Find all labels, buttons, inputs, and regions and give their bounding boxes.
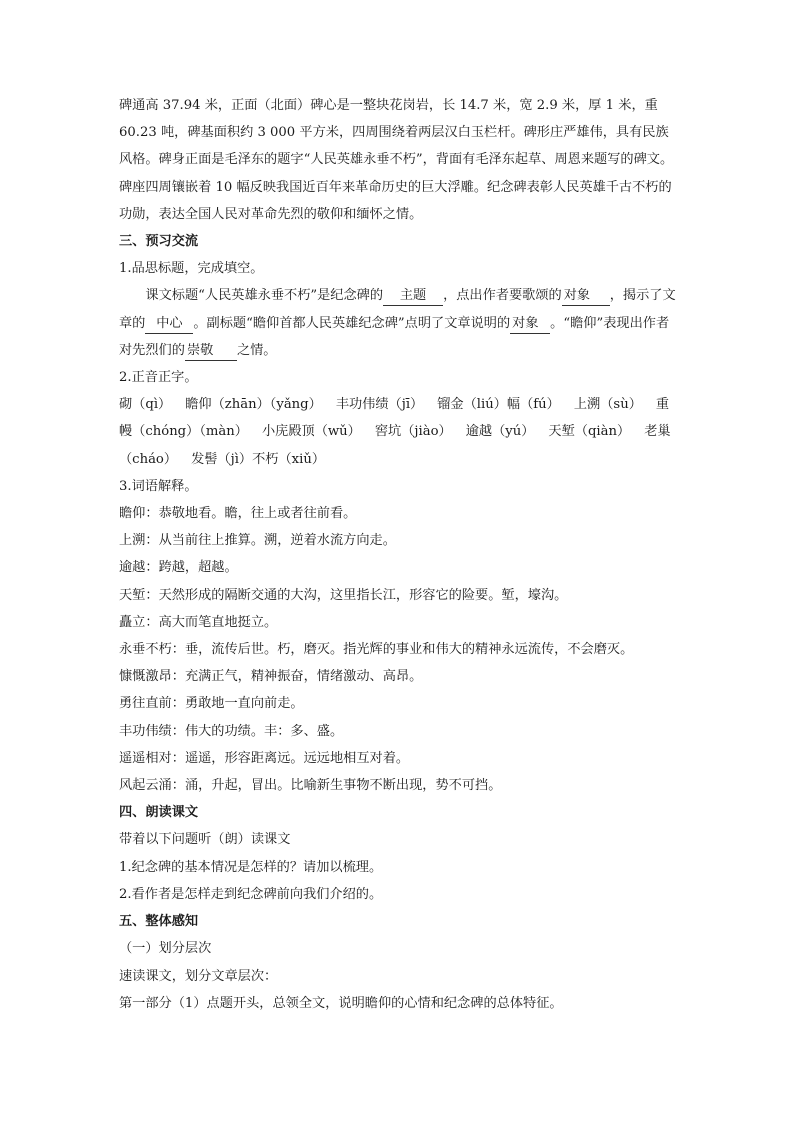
- document-page: [119, 92, 679, 1017]
- section5-lead: 速读课文，划分文章层次：: [119, 968, 278, 984]
- section5-part1: 第一部分（1）点题开头，总领全文，说明瞻仰的心情和纪念碑的总体特征。: [119, 995, 563, 1011]
- pinyin-item: 窖坑（jiào）: [374, 424, 452, 440]
- fill-text-4: 。副标题“瞻仰首都人民英雄纪念碑”点明了文章说明的: [193, 315, 511, 331]
- blank-answer-3: 中心: [145, 315, 193, 334]
- question3-title: 3.词语解释。: [119, 478, 198, 494]
- section5-subheading: （一）划分层次: [119, 941, 212, 957]
- vocab-item: 上溯：从当前往上推算。溯，逆着水流方向走。: [119, 533, 396, 549]
- vocab-item: 逾越：跨越，超越。: [119, 560, 238, 576]
- section4-lead: 带着以下问题听（朗）读课文: [119, 832, 291, 848]
- blank-answer-2: 对象: [562, 287, 610, 306]
- vocab-term: 永垂不朽: [119, 642, 172, 658]
- question2-title: 2.正音正字。: [119, 370, 198, 386]
- vocab-term: 风起云涌: [119, 778, 172, 794]
- vocab-item: 永垂不朽：垂，流传后世。朽，磨灭。指光辉的事业和伟大的精神永远流传，不会磨灭。: [119, 642, 634, 658]
- vocab-term: 瞻仰: [119, 506, 146, 522]
- vocab-item: 遥遥相对：遥遥，形容距离远。远远地相互对着。: [119, 750, 410, 766]
- vocab-definition: 勇敢地一直向前走。: [184, 696, 304, 712]
- pinyin-item: 不朽（xiǔ）: [252, 451, 326, 467]
- fill-text-3: ，揭示了文章的: [119, 288, 676, 331]
- vocab-term: 遥遥相对: [119, 750, 172, 766]
- vocab-item: 丰功伟绩：伟大的功绩。丰：多、盛。: [119, 723, 344, 739]
- vocab-item: 风起云涌：涌，升起，冒出。比喻新生事物不断出现，势不可挡。: [119, 778, 502, 794]
- section5-heading: 五、整体感知: [119, 914, 199, 930]
- pinyin-item: 小庑殿顶（wǔ）: [261, 424, 361, 440]
- vocab-term: 丰功伟绩: [119, 723, 172, 739]
- fill-text-6: 之情。: [236, 342, 277, 358]
- blank-answer-4: 对象: [510, 315, 550, 334]
- vocab-definition: 涌，升起，冒出。比喻新生事物不断出现，势不可挡。: [184, 778, 502, 794]
- fill-text-2: ，点出作者要歌颂的: [443, 288, 562, 304]
- section4-question1: 1.纪念碑的基本情况是怎样的？请加以梳理。: [119, 859, 383, 875]
- vocab-definition: 充满正气，精神振奋，情绪激动、高昂。: [184, 669, 423, 685]
- fill-in-paragraph: [119, 282, 679, 364]
- vocab-definition: 高大而笔直地挺立。: [158, 614, 278, 630]
- section4-heading: 四、朗读课文: [119, 805, 199, 821]
- pinyin-item: 天堑（qiàn）: [548, 424, 631, 440]
- pinyin-item: 镏金（liú）幅（fú）: [437, 397, 560, 413]
- pinyin-item: 瞻仰（zhān）（yǎng）: [185, 397, 322, 413]
- blank-answer-1: 主题: [383, 287, 443, 306]
- pinyin-item: 重幔（chóng）（màn）: [119, 397, 670, 440]
- vocab-item: 勇往直前：勇敢地一直向前走。: [119, 696, 304, 712]
- fill-text-5: 。“瞻仰”表现出作者对先烈们的: [119, 315, 670, 358]
- vocab-term: 勇往直前: [119, 696, 172, 712]
- vocab-definition: 垂，流传后世。朽，磨灭。指光辉的事业和伟大的精神永远流传，不会磨灭。: [184, 642, 634, 658]
- pinyin-item: 砌（qì）: [119, 397, 172, 413]
- section4-question2: 2.看作者是怎样走到纪念碑前向我们介绍的。: [119, 886, 383, 902]
- pinyin-list: [119, 391, 679, 473]
- vocab-definition: 从当前往上推算。溯，逆着水流方向走。: [158, 533, 396, 549]
- fill-text-1: 课文标题“人民英雄永垂不朽”是纪念碑的: [145, 288, 384, 304]
- vocab-term: 慷慨激昂: [119, 669, 172, 685]
- pinyin-item: 上溯（sù）: [573, 397, 642, 413]
- pinyin-item: 丰功伟绩（jī）: [335, 397, 424, 413]
- vocab-item: 天堑：天然形成的隔断交通的大沟，这里指长江，形容它的险要。堑，壕沟。: [119, 587, 568, 603]
- vocab-definition: 伟大的功绩。丰：多、盛。: [184, 723, 344, 739]
- pinyin-item: 老巢（cháo）: [119, 424, 671, 467]
- vocab-definition: 天然形成的隔断交通的大沟，这里指长江，形容它的险要。堑，壕沟。: [158, 587, 568, 603]
- intro-paragraph: 碑通高 37.94 米，正面（北面）碑心是一整块花岗岩，长 14.7 米，宽 2.9 米，厚 1 米，重 60.23 吨，碑基面积约 3 000 平方米，四周围绕着两层汉白玉栏杆。碑形庄严雄伟，具有民族风格。碑身正面是毛泽东的题字“人民英雄永垂不朽”，背面有毛泽东起草、周恩来题写的碑文。碑座四周镶嵌着 10 幅反映我国近百年来革命历史的巨大浮雕。纪念碑表彰人民英雄千古不朽的功勋，表达全国人民对革命先烈的敬仰和缅怀之情。: [119, 98, 674, 222]
- vocab-item: 矗立：高大而笔直地挺立。: [119, 614, 278, 630]
- vocab-item: 慷慨激昂：充满正气，精神振奋，情绪激动、高昂。: [119, 669, 423, 685]
- vocab-term: 逾越: [119, 560, 146, 576]
- vocab-item: 瞻仰：恭敬地看。瞻，往上或者往前看。: [119, 506, 357, 522]
- question1-title: 1.品思标题，完成填空。: [119, 261, 264, 277]
- vocab-term: 上溯: [119, 533, 146, 549]
- vocab-definition: 跨越，超越。: [158, 560, 238, 576]
- vocab-term: 矗立: [119, 614, 146, 630]
- section3-heading: 三、预习交流: [119, 234, 199, 250]
- vocab-definition: 恭敬地看。瞻，往上或者往前看。: [158, 506, 357, 522]
- pinyin-item: 发髻（jì）: [191, 451, 253, 467]
- blank-answer-5: 崇敬: [185, 342, 237, 361]
- vocab-term: 天堑: [119, 587, 146, 603]
- vocab-definition: 遥遥，形容距离远。远远地相互对着。: [184, 750, 410, 766]
- pinyin-item: 逾越（yú）: [465, 424, 535, 440]
